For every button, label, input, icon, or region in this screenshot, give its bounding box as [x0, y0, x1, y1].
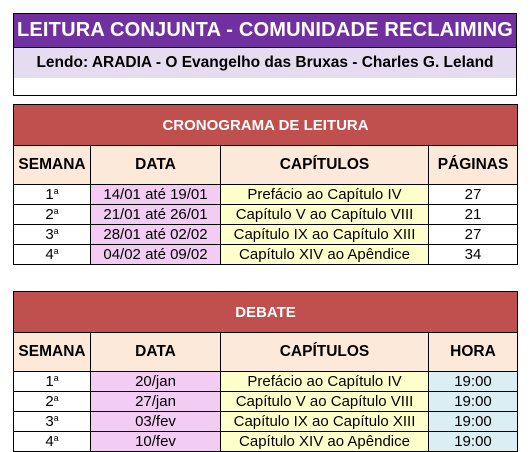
week-cell[interactable] — [14, 392, 91, 412]
column-header-hour: HORA — [429, 333, 518, 372]
ordinal-mark: a — [53, 433, 59, 443]
week-cell[interactable] — [14, 185, 91, 205]
table-row — [14, 245, 518, 265]
column-header-date: DATA — [91, 333, 221, 372]
chapters-cell[interactable]: Capítulo IX ao Capítulo XIII — [221, 412, 429, 432]
chapters-cell[interactable]: Prefácio ao Capítulo IV — [221, 185, 429, 205]
pages-cell[interactable]: 34 — [429, 245, 518, 265]
table-row — [14, 205, 518, 225]
page-title: LEITURA CONJUNTA - COMUNIDADE RECLAIMING — [13, 13, 517, 48]
week-number: 3 — [45, 413, 54, 430]
column-header-date: DATA — [91, 146, 221, 185]
week-cell[interactable] — [14, 225, 91, 245]
week-cell[interactable] — [14, 372, 91, 392]
column-header-chapters: CAPÍTULOS — [221, 146, 429, 185]
hour-cell[interactable]: 19:00 — [429, 432, 518, 452]
ordinal-mark: a — [53, 413, 59, 423]
debate-heading-row — [14, 292, 518, 333]
date-cell[interactable]: 28/01 até 02/02 — [91, 225, 221, 245]
date-cell[interactable]: 03/fev — [91, 412, 221, 432]
week-cell[interactable] — [14, 205, 91, 225]
ordinal-mark: a — [53, 373, 59, 383]
hour-cell[interactable]: 19:00 — [429, 372, 518, 392]
ordinal-mark: a — [53, 206, 59, 216]
week-number: 1 — [45, 373, 54, 390]
schedule-table — [13, 104, 518, 265]
date-cell[interactable]: 04/02 até 09/02 — [91, 245, 221, 265]
chapters-cell[interactable]: Capítulo V ao Capítulo VIII — [221, 392, 429, 412]
date-cell[interactable]: 27/jan — [91, 392, 221, 412]
table-row — [14, 225, 518, 245]
week-number: 2 — [45, 393, 54, 410]
week-number: 2 — [45, 206, 54, 223]
chapters-cell[interactable]: Capítulo IX ao Capítulo XIII — [221, 225, 429, 245]
date-cell[interactable]: 21/01 até 26/01 — [91, 205, 221, 225]
table-row — [14, 432, 518, 452]
table-row — [14, 185, 518, 205]
chapters-cell[interactable]: Capítulo XIV ao Apêndice — [221, 432, 429, 452]
spreadsheet — [13, 13, 517, 452]
chapters-cell[interactable]: Capítulo XIV ao Apêndice — [221, 245, 429, 265]
week-cell[interactable] — [14, 245, 91, 265]
schedule-column-headers — [14, 146, 518, 185]
blank-row — [13, 78, 517, 96]
chapters-cell[interactable]: Capítulo V ao Capítulo VIII — [221, 205, 429, 225]
hour-cell[interactable]: 19:00 — [429, 392, 518, 412]
schedule-heading: CRONOGRAMA DE LEITURA — [14, 105, 518, 146]
debate-column-headers — [14, 333, 518, 372]
week-cell[interactable] — [14, 432, 91, 452]
table-row — [14, 412, 518, 432]
ordinal-mark: a — [53, 393, 59, 403]
date-cell[interactable]: 10/fev — [91, 432, 221, 452]
book-subtitle: Lendo: ARADIA - O Evangelho das Bruxas - Charles G. Leland — [13, 47, 517, 79]
ordinal-mark: a — [53, 186, 59, 196]
week-number: 4 — [45, 433, 54, 450]
pages-cell[interactable]: 27 — [429, 185, 518, 205]
pages-cell[interactable]: 27 — [429, 225, 518, 245]
date-cell[interactable]: 14/01 até 19/01 — [91, 185, 221, 205]
debate-table — [13, 291, 518, 452]
pages-cell[interactable]: 21 — [429, 205, 518, 225]
table-row — [14, 372, 518, 392]
column-header-chapters: CAPÍTULOS — [221, 333, 429, 372]
schedule-heading-row — [14, 105, 518, 146]
week-number: 1 — [45, 186, 54, 203]
ordinal-mark: a — [53, 246, 59, 256]
column-header-pages: PÁGINAS — [429, 146, 518, 185]
spacer — [13, 265, 517, 291]
chapters-cell[interactable]: Prefácio ao Capítulo IV — [221, 372, 429, 392]
ordinal-mark: a — [53, 226, 59, 236]
week-number: 4 — [45, 246, 54, 263]
column-header-week: SEMANA — [14, 146, 91, 185]
table-row — [14, 392, 518, 412]
week-cell[interactable] — [14, 412, 91, 432]
column-header-week: SEMANA — [14, 333, 91, 372]
date-cell[interactable]: 20/jan — [91, 372, 221, 392]
hour-cell[interactable]: 19:00 — [429, 412, 518, 432]
debate-heading: DEBATE — [14, 292, 518, 333]
week-number: 3 — [45, 226, 54, 243]
